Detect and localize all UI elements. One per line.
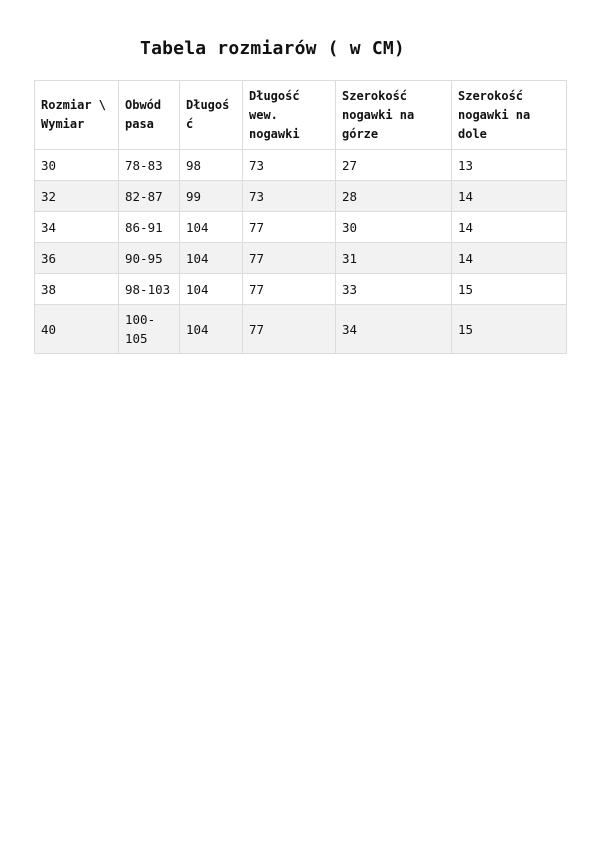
cell-length: 104 [180,212,243,243]
cell-length: 104 [180,274,243,305]
cell-inseam: 77 [243,212,336,243]
header-length: Długość [180,81,243,150]
cell-inseam: 77 [243,305,336,354]
page-title: Tabela rozmiarów ( w CM) [140,38,405,59]
cell-length: 99 [180,181,243,212]
cell-size: 32 [35,181,119,212]
table-row [35,274,567,305]
header-waist: Obwód pasa [119,81,180,150]
cell-waist: 100-105 [119,305,180,354]
table-row [35,305,567,354]
cell-size: 38 [35,274,119,305]
cell-size: 34 [35,212,119,243]
cell-length: 98 [180,150,243,181]
cell-leg-width-bottom: 13 [452,150,567,181]
header-inseam: Długość wew. nogawki [243,81,336,150]
cell-length: 104 [180,243,243,274]
cell-size: 30 [35,150,119,181]
cell-inseam: 77 [243,274,336,305]
cell-length: 104 [180,305,243,354]
cell-size: 36 [35,243,119,274]
cell-waist: 82-87 [119,181,180,212]
table-row [35,243,567,274]
cell-waist: 78-83 [119,150,180,181]
cell-leg-width-top: 30 [336,212,452,243]
cell-inseam: 77 [243,243,336,274]
cell-waist: 86-91 [119,212,180,243]
cell-inseam: 73 [243,181,336,212]
table-row [35,150,567,181]
cell-leg-width-bottom: 15 [452,274,567,305]
table-row [35,212,567,243]
cell-waist: 90-95 [119,243,180,274]
table-row [35,181,567,212]
cell-leg-width-top: 28 [336,181,452,212]
size-table [34,80,567,354]
header-leg-width-bottom: Szerokość nogawki na dole [452,81,567,150]
cell-waist: 98-103 [119,274,180,305]
cell-leg-width-top: 31 [336,243,452,274]
header-leg-width-top: Szerokość nogawki na górze [336,81,452,150]
cell-size: 40 [35,305,119,354]
cell-leg-width-bottom: 14 [452,243,567,274]
cell-leg-width-bottom: 14 [452,181,567,212]
cell-leg-width-top: 33 [336,274,452,305]
header-size: Rozmiar \ Wymiar [35,81,119,150]
table-header-row [35,81,567,150]
cell-leg-width-bottom: 14 [452,212,567,243]
cell-leg-width-bottom: 15 [452,305,567,354]
cell-leg-width-top: 27 [336,150,452,181]
cell-leg-width-top: 34 [336,305,452,354]
cell-inseam: 73 [243,150,336,181]
